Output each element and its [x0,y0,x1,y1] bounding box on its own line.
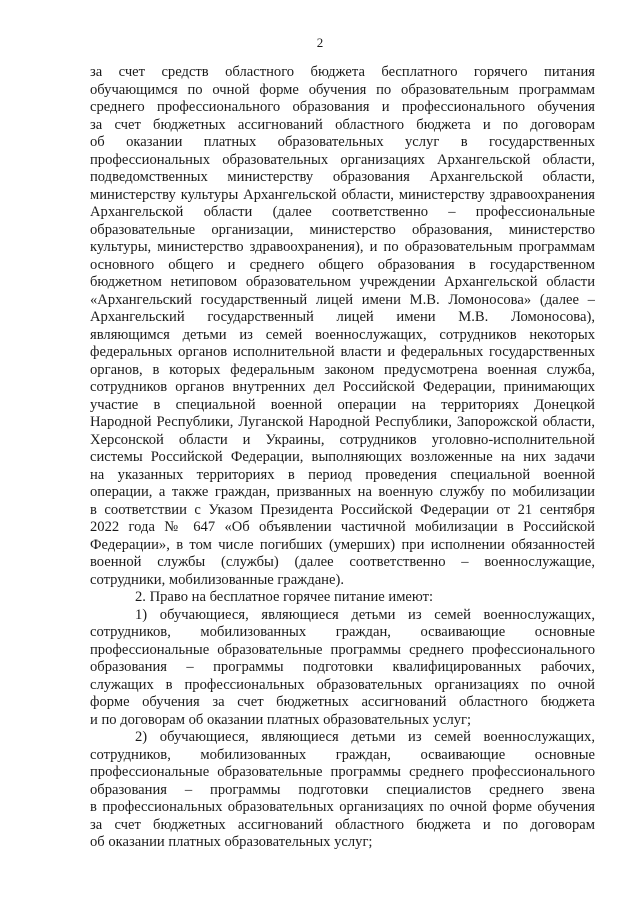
text-line: и по договорам об оказании платных образовательных услуг; [90,711,472,728]
text-line: системы Российской Федерации, выполняющих возложенные на них задачи [90,449,595,465]
text-line: среднего профессионального образования и профессионального обучения [90,99,595,115]
text-line: в соответствии с Указом Президента Российской Федерации от 21 сентября [90,501,595,518]
text-line: сотрудники, мобилизованные граждане). [90,571,344,588]
text-line: образования – программы подготовки специалистов среднего звена [90,781,595,798]
text-line: за счет бюджетных ассигнований областного бюджета и по договорам [90,116,595,133]
text-line: об оказании платных образовательных услуг в государственных [90,134,595,150]
text-line: 2. Право на бесплатное горячее питание имеют: [135,589,434,605]
paragraph-continuation [90,64,595,589]
paragraph-subitem-2 [90,729,595,852]
text-line: министерству культуры Архангельской области, министерству здравоохранения [90,186,595,203]
text-line: служащих в профессиональных образовательных организациях по очной [90,676,595,693]
text-line: 1) обучающиеся, являющиеся детьми из семей военнослужащих, [135,606,595,623]
text-line: сотрудников органов внутренних дел Российской Федерации, принимающих [90,379,595,395]
text-line: 2022 года № 647 «Об объявлении частичной мобилизации в Российской [90,519,595,535]
text-line: 2) обучающиеся, являющиеся детьми из семей военнослужащих, [135,729,595,745]
text-line: органов, в которых федеральным законом предусмотрена военная служба, [90,361,595,378]
text-line: «Архангельский государственный лицей имени М.В. Ломоносова» (далее – [90,291,595,308]
text-line: Народной Республики, Луганской Народной Республики, Запорожской области, [90,414,595,430]
text-line: федеральных органов исполнительной власти и федеральных государственных [90,344,595,360]
text-line: Архангельской области (далее соответственно – профессиональные [90,204,595,220]
text-line: культуры, министерство здравоохранения), и по образовательным программам [90,239,595,255]
text-line: подведомственных министерству образования Архангельской области, [90,169,595,185]
text-line: профессиональные образовательные программы среднего профессионального [90,641,595,658]
text-line: за счет бюджетных ассигнований областного бюджета и по договорам [90,816,595,833]
text-line: Архангельский государственный лицей имени М.В. Ломоносова), [90,309,595,325]
text-line: Херсонской области и Украины, сотрудников уголовно-исполнительной [90,431,595,448]
text-line: профессиональные образовательные программы среднего профессионального [90,764,595,780]
text-line: образования – программы подготовки квалифицированных рабочих, [90,659,595,675]
text-line: об оказании платных образовательных услуг; [90,834,373,850]
paragraph-subitem-1 [90,607,595,730]
text-line: за счет средств областного бюджета бесплатного горячего питания [90,64,595,80]
paragraph-item-2 [90,589,595,607]
text-line: обучающимся по очной форме обучения по образовательным программам [90,81,595,98]
text-line: участие в специальной военной операции на территориях Донецкой [90,396,595,413]
text-line: военной службы (службы) (далее соответственно – военнослужащие, [90,554,595,570]
text-line: образовательные организации, министерство образования, министерство [90,221,595,238]
text-line: Федерации», в том числе погибших (умерших) при исполнении обязанностей [90,536,595,553]
text-line: на указанных территориях в период проведения специальной военной [90,466,595,483]
text-line: основного общего и среднего общего образования в государственном [90,256,595,273]
document-body [90,64,595,852]
text-line: профессиональных образовательных организациях Архангельской области, [90,151,595,168]
text-line: сотрудников, мобилизованных граждан, осваивающие основные [90,624,595,640]
page-number: 2 [316,35,324,50]
text-line: бюджетном нетиповом образовательном учреждении Архангельской области [90,274,595,290]
text-line: в профессиональных образовательных организациях по очной форме обучения [90,799,595,815]
text-line: операции, а также граждан, призванных на военную службу по мобилизации [90,484,595,500]
text-line: форме обучения за счет бюджетных ассигнований областного бюджета [90,694,595,710]
text-line: сотрудников, мобилизованных граждан, осваивающие основные [90,746,595,763]
text-line: являющимся детьми из семей военнослужащих, сотрудников некоторых [90,326,595,343]
